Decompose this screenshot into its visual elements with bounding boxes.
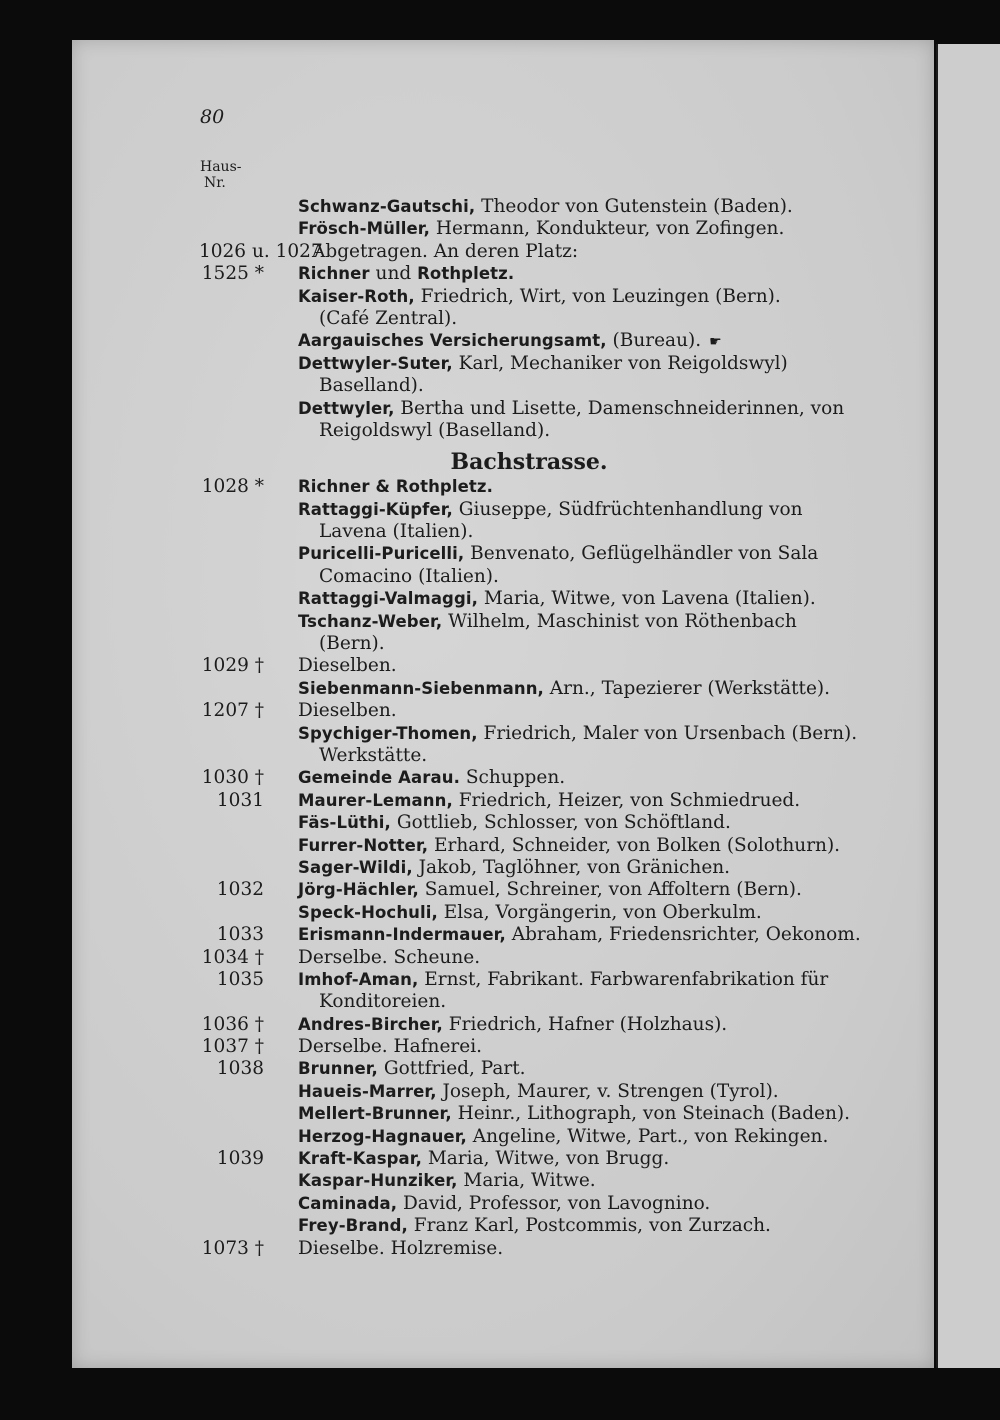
resident-name: Frey-Brand, xyxy=(298,1216,408,1236)
resident-name: Andres-Bircher, xyxy=(298,1014,443,1034)
entry-details: Friedrich, Wirt, von Leuzingen (Bern). xyxy=(414,285,781,307)
list-item xyxy=(72,1148,934,1170)
entry-details: Franz Karl, Postcommis, von Zurzach. xyxy=(407,1215,771,1237)
entry-continuation: Reigoldswyl (Baselland). xyxy=(319,419,551,441)
page-number: 80 xyxy=(200,106,225,128)
entry-details: Derselbe. Scheune. xyxy=(298,946,481,968)
entry-text xyxy=(298,835,840,857)
entry-text xyxy=(298,879,802,901)
resident-name: Jörg-Hächler, xyxy=(298,880,419,900)
list-item xyxy=(72,1170,934,1192)
entry-text xyxy=(298,947,480,969)
resident-name: Maurer-Lemann, xyxy=(298,790,453,810)
entry-continuation: Baselland). xyxy=(319,375,424,397)
entry-text xyxy=(298,924,861,946)
haus-label-line2: Nr. xyxy=(204,175,226,191)
adjacent-page-edge xyxy=(936,44,1000,1368)
entry-text xyxy=(298,1014,727,1036)
resident-name: Speck-Hochuli, xyxy=(298,902,438,922)
entry-text xyxy=(298,330,722,353)
list-item xyxy=(72,857,934,879)
list-item xyxy=(72,1238,934,1260)
list-item xyxy=(72,745,934,767)
entry-text xyxy=(298,1170,596,1192)
house-number: 1207 † xyxy=(201,700,264,722)
entry-details: Abgetragen. An deren Platz: xyxy=(312,240,579,262)
haus-label-line1: Haus- xyxy=(200,159,242,175)
resident-name: Kaiser-Roth, xyxy=(298,286,415,306)
list-item xyxy=(72,241,934,263)
list-item xyxy=(72,835,934,857)
entry-details: Jakob, Taglöhner, von Gränichen. xyxy=(412,856,731,878)
entry-details: Dieselben. xyxy=(298,655,397,677)
list-item xyxy=(72,947,934,969)
entry-details: Karl, Mechaniker von Reigoldswyl) xyxy=(452,352,788,374)
entry-text xyxy=(298,1238,503,1260)
list-item xyxy=(72,611,934,633)
resident-name: Rattaggi-Valmaggi, xyxy=(298,589,479,609)
entry-details: Friedrich, Hafner (Holzhaus). xyxy=(442,1013,728,1035)
house-number: 1031 xyxy=(216,789,264,811)
house-number: 1036 † xyxy=(201,1013,264,1035)
entry-text xyxy=(298,499,803,521)
resident-name: Schwanz-Gautschi, xyxy=(298,197,476,216)
house-number: 1030 † xyxy=(201,767,264,789)
entry-details: Dieselben. xyxy=(298,700,397,722)
resident-name: Mellert-Brunner, xyxy=(298,1104,452,1124)
entry-details: Arn., Tapezierer (Werkstätte). xyxy=(543,677,831,699)
entry-text xyxy=(312,241,578,263)
list-item xyxy=(72,969,934,991)
resident-name: Kaspar-Hunziker, xyxy=(298,1171,458,1191)
list-item xyxy=(72,1036,934,1058)
entry-details: David, Professor, von Lavognino. xyxy=(397,1192,711,1214)
entry-text xyxy=(298,700,397,722)
entry-details: Joseph, Maurer, v. Strengen (Tyrol). xyxy=(436,1080,779,1102)
entry-details: Angeline, Witwe, Part., von Rekingen. xyxy=(466,1125,829,1147)
entry-details: Friedrich, Maler von Ursenbach (Bern). xyxy=(477,722,858,744)
entry-text xyxy=(298,902,762,924)
entry-details: Derselbe. Hafnerei. xyxy=(298,1036,482,1058)
entry-details: Friedrich, Heizer, von Schmiedrued. xyxy=(452,789,801,811)
entry-text xyxy=(298,857,730,879)
entry-details: Hermann, Kondukteur, von Zofingen. xyxy=(429,218,785,240)
entry-details: Heinr., Lithograph, von Steinach (Baden). xyxy=(451,1103,850,1125)
resident-name: Gemeinde Aarau. xyxy=(298,768,460,788)
entry-text xyxy=(298,286,781,308)
entry-text xyxy=(298,767,565,789)
list-item xyxy=(72,678,934,700)
entry-text xyxy=(298,1215,771,1237)
entry-text xyxy=(298,218,784,240)
resident-name: Brunner, xyxy=(298,1059,378,1079)
resident-name: Dettwyler-Suter, xyxy=(298,353,453,373)
entry-text xyxy=(298,611,797,633)
entry-text xyxy=(298,812,731,834)
entry-details: Schuppen. xyxy=(459,767,566,789)
entry-text xyxy=(298,476,493,498)
resident-name: Frösch-Müller, xyxy=(298,219,430,239)
list-item xyxy=(72,924,934,946)
list-item xyxy=(72,588,934,610)
list-item xyxy=(72,812,934,834)
entry-details: Wilhelm, Maschinist von Röthenbach xyxy=(442,610,797,632)
list-item xyxy=(72,476,934,498)
list-item xyxy=(72,286,934,308)
list-item xyxy=(72,543,934,565)
entry-details: Samuel, Schreiner, von Affoltern (Bern). xyxy=(418,879,802,901)
entry-text xyxy=(298,353,788,375)
list-item xyxy=(72,308,934,330)
entry-text xyxy=(298,588,816,610)
house-number: 1039 xyxy=(216,1148,264,1170)
entry-continuation: (Café Zentral). xyxy=(319,307,458,329)
list-item xyxy=(72,1014,934,1036)
pointing-hand-icon: ☛ xyxy=(709,334,722,351)
entry-details: Abraham, Friedensrichter, Oekonom. xyxy=(505,924,861,946)
entry-continuation: Konditoreien. xyxy=(319,991,447,1013)
entry-details: Benvenato, Geflügelhändler von Sala xyxy=(464,543,819,565)
resident-name: Siebenmann-Siebenmann, xyxy=(298,678,544,698)
entry-continuation: Lavena (Italien). xyxy=(319,521,474,543)
resident-name: Caminada, xyxy=(298,1193,398,1213)
list-item xyxy=(72,723,934,745)
entry-continuation: Comacino (Italien). xyxy=(319,565,499,587)
entry-text xyxy=(298,678,830,700)
house-number: 1034 † xyxy=(201,946,264,968)
resident-name: Furrer-Notter, xyxy=(298,835,429,855)
house-number: 1037 † xyxy=(201,1036,264,1058)
entry-text xyxy=(298,1126,828,1148)
house-number: 1026 u. 1027 xyxy=(199,240,323,262)
entry-details: Elsa, Vorgängerin, von Oberkulm. xyxy=(437,901,762,923)
list-item xyxy=(72,655,934,677)
house-number: 1073 † xyxy=(201,1237,264,1259)
resident-name: Kraft-Kaspar, xyxy=(298,1149,422,1169)
entry-details: Maria, Witwe. xyxy=(457,1170,596,1192)
list-item xyxy=(72,1081,934,1103)
list-item xyxy=(72,767,934,789)
entry-details: Maria, Witwe, von Lavena (Italien). xyxy=(478,588,816,610)
resident-name: Richner xyxy=(298,264,370,284)
list-item xyxy=(72,1126,934,1148)
resident-name: Tschanz-Weber, xyxy=(298,611,443,631)
entry-text xyxy=(298,263,514,285)
resident-name: Dettwyler, xyxy=(298,398,395,418)
list-item xyxy=(72,398,934,420)
house-number: 1028 * xyxy=(201,476,264,498)
entry-text xyxy=(298,1103,850,1125)
entry-text xyxy=(298,1148,669,1170)
street-heading: Bachstrasse. xyxy=(450,449,608,476)
list-item xyxy=(72,1215,934,1237)
list-item xyxy=(72,1103,934,1125)
list-item xyxy=(72,353,934,375)
entry-text xyxy=(298,398,844,420)
directory-entries xyxy=(72,196,934,1260)
resident-name: Erismann-Indermauer, xyxy=(298,925,506,945)
resident-name: Sager-Wildi, xyxy=(298,857,413,877)
list-item xyxy=(72,375,934,397)
entry-text xyxy=(298,969,828,991)
entry-continuation: (Bern). xyxy=(319,633,385,655)
entry-details: und xyxy=(369,263,418,285)
resident-name: Puricelli-Puricelli, xyxy=(298,544,465,564)
list-item xyxy=(72,790,934,812)
entry-details: Theodor von Gutenstein (Baden). xyxy=(475,196,793,217)
entry-details: (Bureau). xyxy=(606,330,702,352)
entry-details: Maria, Witwe, von Brugg. xyxy=(421,1148,670,1170)
resident-name: Haueis-Marrer, xyxy=(298,1081,437,1101)
house-number: 1029 † xyxy=(201,655,264,677)
entry-details: Erhard, Schneider, von Bolken (Solothurn). xyxy=(428,834,841,856)
resident-name: Herzog-Hagnauer, xyxy=(298,1126,467,1146)
list-item xyxy=(72,902,934,924)
list-item xyxy=(72,879,934,901)
house-number: 1038 xyxy=(216,1058,264,1080)
list-item xyxy=(72,196,934,218)
entry-details: Giuseppe, Südfrüchtenhandlung von xyxy=(452,498,803,520)
entry-text xyxy=(298,790,800,812)
house-number: 1032 xyxy=(216,879,264,901)
house-number: 1035 xyxy=(216,968,264,990)
list-item xyxy=(72,218,934,240)
entry-details: Ernst, Fabrikant. Farbwarenfabrikation für xyxy=(418,968,829,990)
house-number: 1525 * xyxy=(201,263,264,285)
entry-details: Gottlieb, Schlosser, von Schöftland. xyxy=(390,812,731,834)
entry-text xyxy=(298,1193,710,1215)
list-item xyxy=(72,566,934,588)
resident-name: Rattaggi-Küpfer, xyxy=(298,499,453,519)
list-item xyxy=(72,700,934,722)
entry-text xyxy=(298,1036,482,1058)
list-item xyxy=(72,420,934,442)
house-number: 1033 xyxy=(216,924,264,946)
resident-name: Spychiger-Thomen, xyxy=(298,723,478,743)
resident-name: Fäs-Lüthi, xyxy=(298,813,391,833)
resident-name: Richner & Rothpletz. xyxy=(298,477,493,497)
entry-details: Gottfried, Part. xyxy=(377,1058,526,1080)
resident-name: Imhof-Aman, xyxy=(298,969,419,989)
entry-text xyxy=(298,723,857,745)
list-item xyxy=(72,1058,934,1080)
entry-details: Dieselbe. Holzremise. xyxy=(298,1237,504,1259)
entry-details: Bertha und Lisette, Damenschneiderinnen, von xyxy=(394,397,845,419)
haus-nr-label xyxy=(200,159,242,191)
entry-text xyxy=(298,655,397,677)
list-item xyxy=(72,1193,934,1215)
entry-text xyxy=(298,196,793,218)
document-page xyxy=(72,40,934,1368)
list-item xyxy=(72,521,934,543)
list-item xyxy=(72,330,934,352)
entry-text xyxy=(298,543,818,565)
entry-text xyxy=(298,1058,526,1080)
list-item xyxy=(72,499,934,521)
list-item xyxy=(72,633,934,655)
entry-text xyxy=(298,1081,779,1103)
resident-name: Rothpletz. xyxy=(417,264,515,284)
resident-name: Aargauisches Versicherungsamt, xyxy=(298,331,607,351)
entry-continuation: Werkstätte. xyxy=(319,744,428,766)
list-item xyxy=(72,991,934,1013)
list-item xyxy=(72,263,934,285)
